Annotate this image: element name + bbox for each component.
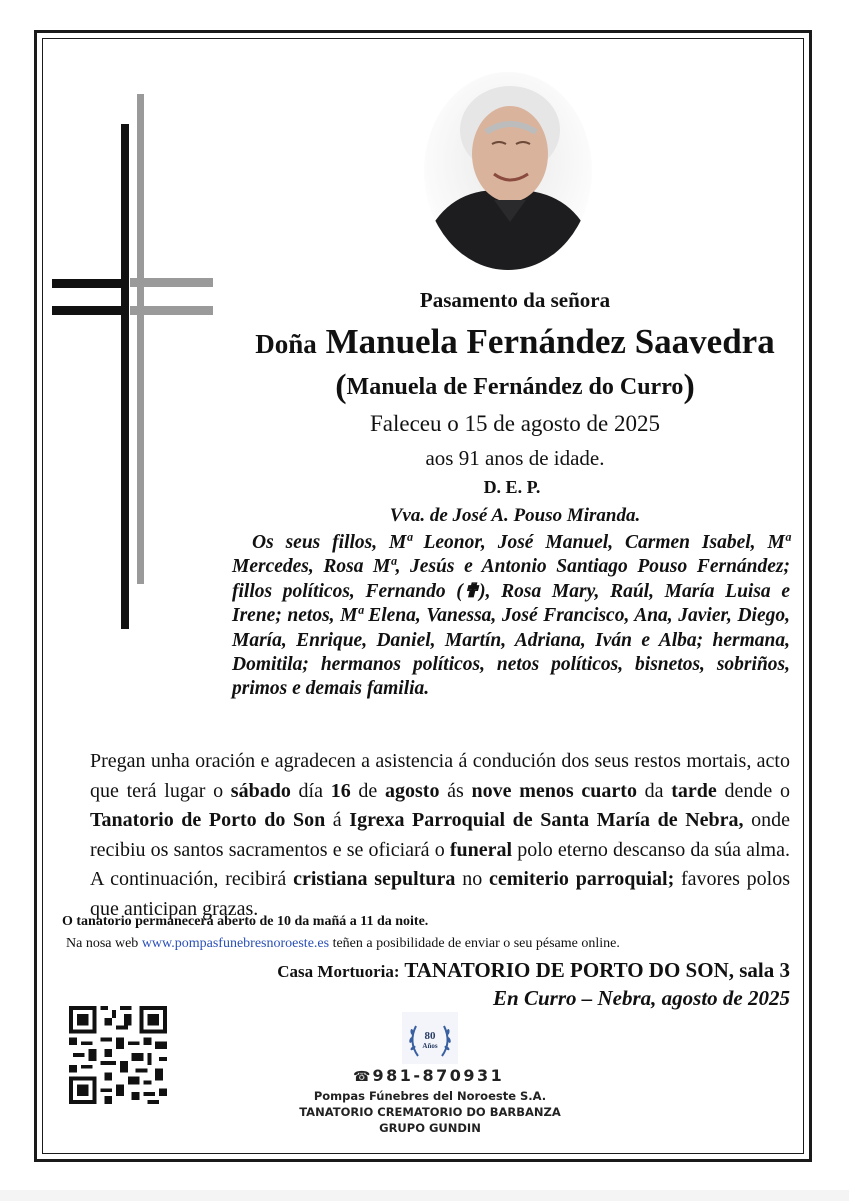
ceremony-text: dende o (716, 779, 790, 802)
full-name: Manuela Fernández Saavedra (325, 322, 775, 361)
deceased-name (225, 322, 805, 362)
ceremony-to: Igrexa Parroquial de Santa María de Nebra, (349, 809, 744, 831)
ceremony-text: da (636, 779, 672, 802)
company-group: GRUPO GUNDIN (379, 1121, 481, 1135)
web-note (66, 936, 620, 952)
rip-line: D. E. P. (483, 477, 541, 497)
ceremony-text: Pregan unha oración e agradecen a asistencia á condución dos seus restos mortais, acto que terá lugar o (90, 750, 790, 802)
ceremony-burial: cristiana sepultura (293, 868, 456, 890)
death-date: Faleceu o 15 de agosto de 2025 (370, 411, 660, 436)
ceremony-paragraph (90, 747, 790, 924)
ceremony-text: ás (439, 779, 472, 802)
company-crematorium: TANATORIO CREMATORIO DO BARBANZA (299, 1105, 561, 1119)
ceremony-day: sábado (230, 779, 291, 802)
ceremony-time: nove menos cuarto (471, 779, 637, 802)
ceremony-text: polo eterno descanso da súa alma. A continuación, recibirá (90, 838, 790, 890)
ceremony-date: 16 (330, 779, 351, 802)
website-link[interactable]: www.pompasfunebresnoroeste.es (141, 936, 330, 951)
ceremony-funeral: funeral (449, 838, 513, 861)
ceremony-text: favores polos que anticipan grazas. (90, 868, 790, 920)
anniversary-badge-icon (402, 1012, 458, 1064)
ceremony-text: no (455, 868, 489, 890)
alias-close: ) (683, 368, 695, 405)
badge-number: 80 (424, 1030, 436, 1042)
ceremony-text: á (325, 809, 350, 831)
opening-hours-note: O tanatorio permanecerá aberto de 10 da mañá a 11 da noite. (62, 914, 429, 929)
alias-name: Manuela de Fernández do Curro (346, 374, 684, 400)
family-list (232, 531, 790, 702)
ceremony-period: tarde (671, 779, 717, 802)
ceremony-from: Tanatorio de Porto do Son (90, 809, 326, 831)
web-note-text: teñen a posibilidade de enviar o seu pésame online. (329, 936, 620, 951)
alias-line (225, 368, 805, 406)
web-note-text: Na nosa web (66, 936, 142, 951)
phone-number[interactable] (353, 1066, 504, 1085)
badge-word: Años (422, 1042, 438, 1050)
ceremony-month: agosto (385, 779, 440, 802)
age-line: aos 91 anos de idade. (425, 446, 605, 470)
casa-label: Casa Mortuoria: (277, 962, 400, 981)
casa-mortuoria (190, 958, 790, 983)
family-text: Os seus fillos, Mª Leonor, José Manuel, Carmen Isabel, Mª Mercedes, Rosa Mª, Jesús e Antonio Santiago Pouso Fernández; fillos políticos, Fernando (✟), Rosa Mary, Raúl, María Luisa e Irene; netos, Mª Elena, Vanessa, José Francisco, Ana, Javier, Diego, María, Enrique, Daniel, Martín, Adriana, Iván e Alba; hermana, Domitila; hermanos políticos, netos políticos, bisnetos, sobriños, primos e demais familia. (232, 532, 790, 700)
ceremony-cemetery: cemiterio parroquial; (488, 868, 675, 890)
alias-open: ( (335, 368, 347, 405)
casa-value: TANATORIO DE PORTO DO SON, sala 3 (404, 958, 790, 982)
phone-value: 981-870931 (372, 1066, 505, 1085)
intro-line: Pasamento da señora (419, 288, 611, 312)
widow-line: Vva. de José A. Pouso Miranda. (389, 505, 641, 526)
ceremony-text: de (350, 779, 385, 802)
qr-code-icon[interactable] (69, 1006, 167, 1104)
place-date: En Curro – Nebra, agosto de 2025 (493, 986, 790, 1010)
portrait-image (424, 72, 592, 270)
ceremony-text: onde recibiu os santos sacramentos e se oficiará o (90, 809, 790, 861)
phone-icon: ☎ (353, 1069, 371, 1085)
title-prefix: Doña (255, 329, 317, 359)
company-name: Pompas Fúnebres del Noroeste S.A. (313, 1089, 547, 1103)
deceased-photo (424, 72, 592, 270)
ceremony-text: día (290, 779, 331, 802)
